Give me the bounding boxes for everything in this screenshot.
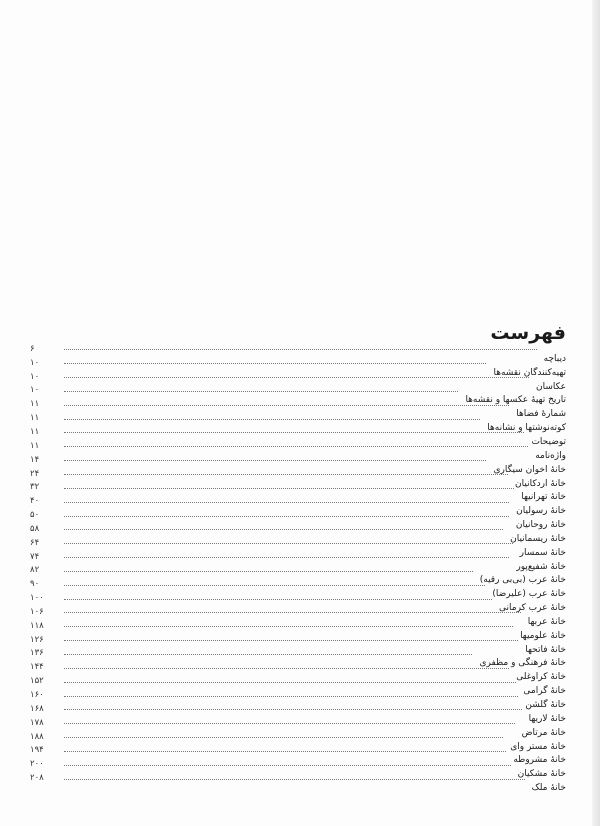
entry-page-number: ۵۸ [30,523,40,534]
dot-leader [64,391,458,392]
entry-page-number: ۱۰۶ [30,606,44,617]
entry-page-number: ۱۳۶ [30,648,44,659]
entry-title: خانهٔ عرب (علیرضا) [492,589,566,600]
table-of-contents [30,343,566,795]
entry-page-number: ۱۹۴ [30,745,44,756]
entry-title: خانهٔ مستر وای [510,741,566,752]
dot-leader [64,571,473,572]
entry-title: خانهٔ اخوان سیگاری [493,464,566,475]
entry-title: شمارهٔ فضاها [516,409,566,420]
dot-leader [64,557,509,558]
dot-leader [64,668,509,669]
entry-page-number: ۱۶۰ [30,690,44,701]
entry-page-number: ۹۰ [30,579,40,590]
dot-leader [64,709,522,710]
entry-page-number: ۷۴ [30,551,40,562]
entry-page-number: ۱۷۸ [30,717,44,728]
entry-page-number: ۱۱ [30,426,40,437]
dot-leader [64,488,514,489]
dot-leader [64,529,503,530]
entry-title: خانهٔ عرب کرمانی [499,603,566,614]
dot-leader [64,460,486,461]
entry-page-number: ۱۱ [30,413,40,424]
dot-leader [64,377,529,378]
entry-title: خانهٔ روحانیان [515,520,566,531]
dot-leader [64,765,511,766]
entry-title: دیباچه [543,353,566,364]
dot-leader [64,779,525,780]
entry-title: خانهٔ گلشن [525,700,566,711]
dot-leader [64,543,513,544]
entry-page-number: ۱۲۶ [30,634,44,645]
entry-page-number: ۳۲ [30,482,40,493]
entry-title: عکاسان [536,381,566,392]
entry-page-number: ۱۸۸ [30,731,44,742]
dot-leader [64,432,524,433]
entry-title: خانهٔ ملک [531,783,566,794]
entry-title: خانهٔ تهرانیها [521,492,566,503]
dot-leader [64,612,521,613]
dot-leader [64,723,515,724]
entry-title: تاریخ تهیهٔ عکسها و نقشه‌ها [465,395,566,406]
entry-title: خانهٔ ریسمانیان [510,533,566,544]
entry-page-number: ۵۰ [30,510,40,521]
dot-leader [64,419,480,420]
page-title: فهرست [490,322,566,344]
entry-page-number: ۱۴ [30,454,40,465]
page-edge [592,0,600,826]
dot-leader [64,363,486,364]
entry-title: خانهٔ اردکانیان [515,478,566,489]
entry-page-number: ۲۰۸ [30,773,44,784]
entry-title: خانهٔ عرب (بی‌بی رقیه) [479,575,566,586]
entry-page-number: ۱۰ [30,385,40,396]
dot-leader [64,349,537,350]
entry-page-number: ۱۰ [30,357,40,368]
entry-page-number: ۱۱ [30,399,40,410]
entry-page-number: ۱۶۸ [30,703,44,714]
entry-title: خانهٔ گرامی [523,686,566,697]
dot-leader [64,640,518,641]
entry-title: تهیه‌کنندگان نقشه‌ها [493,367,566,378]
dot-leader [64,474,508,475]
entry-page-number: ۲۴ [30,468,40,479]
entry-page-number: ۱۰ [30,371,40,382]
dot-leader [64,516,509,517]
entry-page-number: ۴۰ [30,496,40,507]
dot-leader [64,696,518,697]
dot-leader [64,751,506,752]
dot-leader [64,502,509,503]
entry-title: خانهٔ رسولیان [516,506,566,517]
dot-leader [64,599,492,600]
dot-leader [64,654,472,655]
entry-page-number: ۱۱۸ [30,620,44,631]
entry-page-number: ۲۰۰ [30,759,44,770]
entry-title: خانهٔ لاریها [528,713,566,724]
entry-title: خانهٔ مشکیان [517,769,566,780]
entry-title: خانهٔ فاتحها [525,644,566,655]
dot-leader [64,446,528,447]
dot-leader [64,737,503,738]
entry-title: خانهٔ عربها [527,616,566,627]
entry-page-number: ۶ [30,343,35,354]
dot-leader [64,405,509,406]
entry-title: خانهٔ فرهنگی و مظفری [479,658,566,669]
entry-page-number: ۶۴ [30,537,40,548]
entry-title: خانهٔ مشروطه [513,755,566,766]
entry-title: خانهٔ علومیها [520,630,566,641]
entry-page-number: ۱۴۴ [30,662,44,673]
entry-title: توضیحات [531,436,566,447]
entry-title: خانهٔ کراوغلی [516,672,566,683]
entry-title: واژه‌نامه [535,450,566,461]
dot-leader [64,626,513,627]
dot-leader [64,682,516,683]
entry-page-number: ۱۱ [30,440,40,451]
entry-page-number: ۱۵۲ [30,676,44,687]
entry-page-number: ۱۰۰ [30,593,44,604]
dot-leader [64,585,485,586]
entry-title: کوته‌نوشتها و نشانه‌ها [487,423,566,434]
entry-title: خانهٔ شفیع‌پور [516,561,566,572]
entry-page-number: ۸۲ [30,565,40,576]
entry-title: خانهٔ سمسار [519,547,566,558]
entry-title: خانهٔ مرتاض [521,727,566,738]
